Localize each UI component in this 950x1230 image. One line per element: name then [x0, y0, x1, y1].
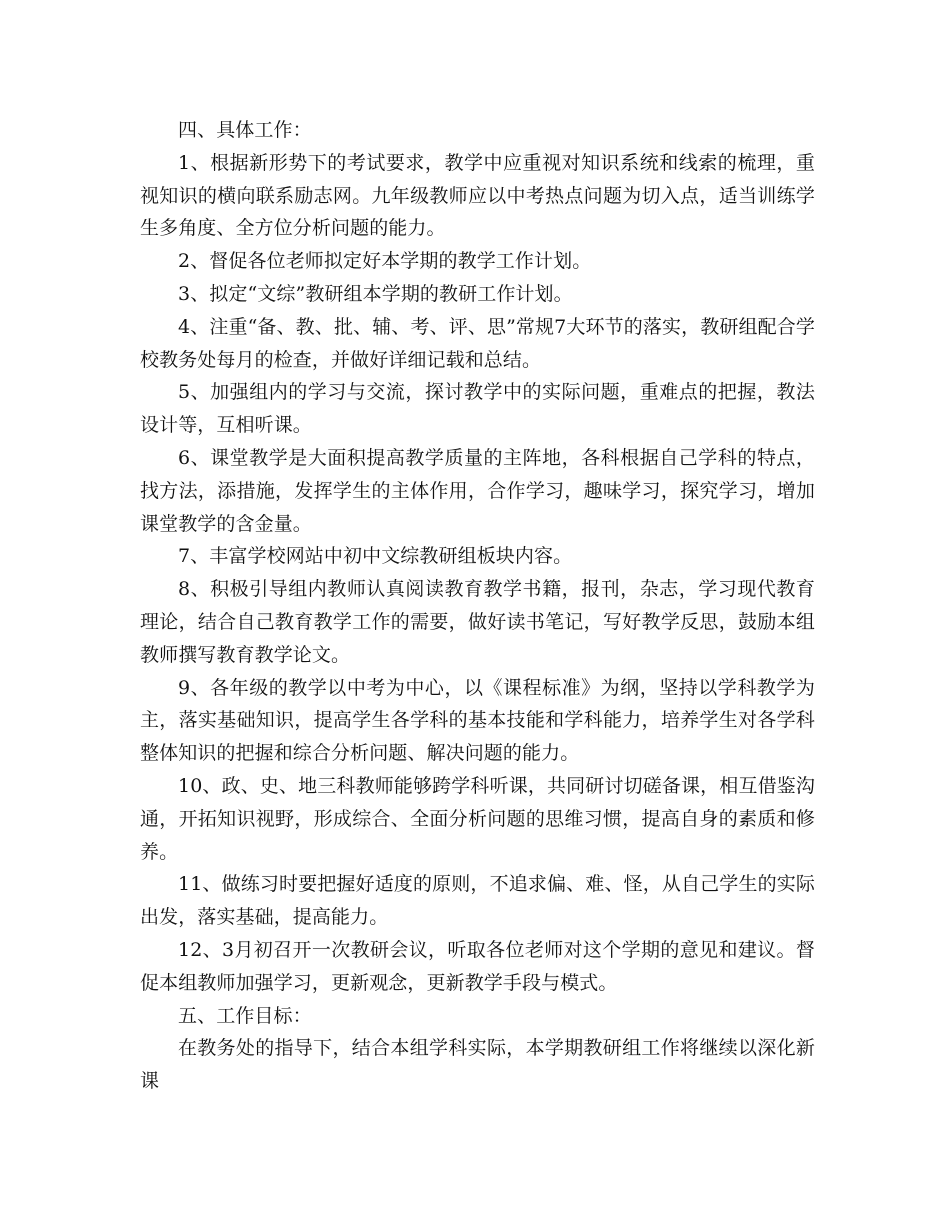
- paragraph-item-9: 9、各年级的教学以中考为中心，以《课程标准》为纲，坚持以学科教学为主，落实基础知识，提高学生各学科的基本技能和学科能力，培养学生对各学科整体知识的把握和综合分析问题、解决问题的能力。: [140, 676, 815, 765]
- paragraph-item-4: 4、注重“备、教、批、辅、考、评、思”常规7大环节的落实，教研组配合学校教务处每月的检查，并做好详细记载和总结。: [140, 315, 815, 371]
- section-heading-work-goals: 五、工作目标：: [178, 1004, 312, 1027]
- paragraph-item-5: 5、加强组内的学习与交流，探讨教学中的实际问题，重难点的把握，教法设计等，互相听课。: [140, 381, 815, 437]
- document-body: [140, 114, 815, 1098]
- paragraph-item-3: 3、拟定“文综”教研组本学期的教研工作计划。: [178, 282, 573, 305]
- paragraph-item-2: 2、督促各位老师拟定好本学期的教学工作计划。: [178, 250, 592, 273]
- paragraph-item-8: 8、积极引导组内教师认真阅读教育教学书籍，报刊，杂志，学习现代教育理论，结合自己教育教学工作的需要，做好读书笔记，写好教学反思，鼓励本组教师撰写教育教学论文。: [140, 578, 815, 666]
- paragraph-item-6: 6、课堂教学是大面积提高教学质量的主阵地，各科根据自己学科的特点，找方法，添措施，发挥学生的主体作用，合作学习，趣味学习，探究学习，增加课堂教学的含金量。: [140, 446, 815, 535]
- paragraph-goals-intro: 在教务处的指导下，结合本组学科实际，本学期教研组工作将继续以深化新课: [140, 1037, 815, 1093]
- paragraph-item-7: 7、丰富学校网站中初中文综教研组板块内容。: [178, 545, 573, 568]
- paragraph-item-1: 1、根据新形势下的考试要求，教学中应重视对知识系统和线索的梳理，重视知识的横向联系励志网。九年级教师应以中考热点问题为切入点，适当训练学生多角度、全方位分析问题的能力。: [140, 151, 815, 240]
- section-heading-specific-work: 四、具体工作：: [178, 119, 312, 141]
- paragraph-item-12: 12、3月初召开一次教研会议，听取各位老师对这个学期的意见和建议。督促本组教师加强学习，更新观念，更新教学手段与模式。: [140, 938, 815, 994]
- paragraph-item-10: 10、政、史、地三科教师能够跨学科听课，共同研讨切磋备课，相互借鉴沟通，开拓知识视野，形成综合、全面分析问题的思维习惯，提高自身的素质和修养。: [140, 774, 815, 863]
- paragraph-item-11: 11、做练习时要把握好适度的原则，不追求偏、难、怪，从自己学生的实际出发，落实基础，提高能力。: [140, 873, 815, 929]
